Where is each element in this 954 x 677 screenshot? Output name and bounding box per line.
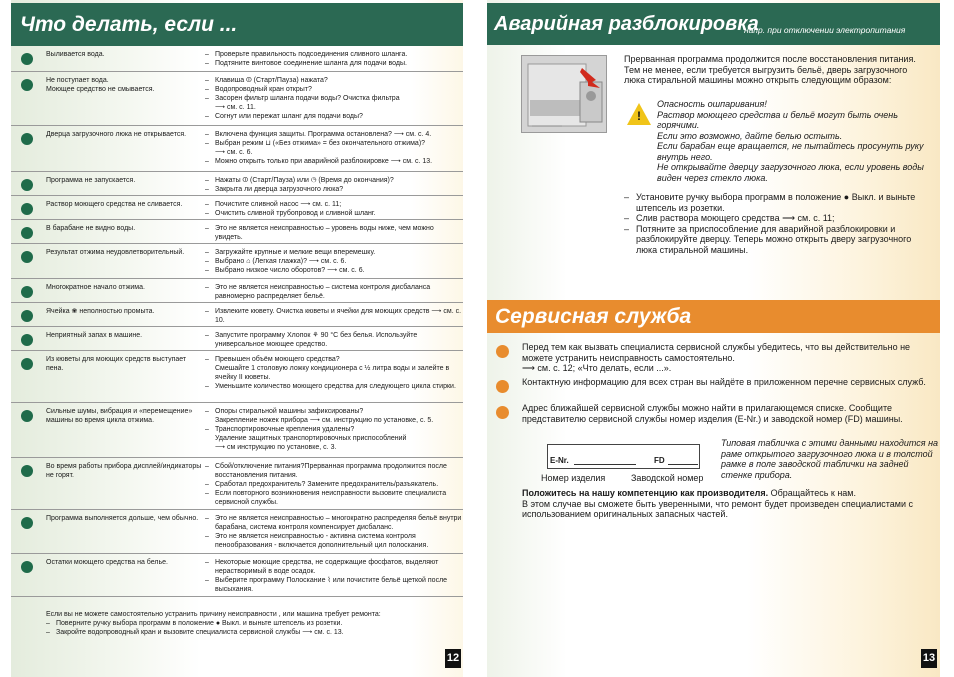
- row-actions: [205, 283, 463, 301]
- row-action: – Выбран режим ⊔ («Без отжима» = без окончательного отжима)? ⟶ см. с. 6.: [205, 140, 426, 156]
- row-action: – Сработал предохранитель? Замените предохранитель/разъякатель.: [205, 481, 439, 488]
- table-row: [11, 244, 463, 279]
- table-row: [11, 351, 463, 403]
- bullet-icon: [21, 286, 33, 298]
- row-actions: [205, 331, 463, 349]
- bullet-icon: [21, 251, 33, 263]
- row-action: – Засорен фильтр шланга подачи воды? Очистка фильтра ⟶ см. с. 11.: [205, 95, 400, 111]
- row-actions: [205, 407, 463, 452]
- row-cause: Во время работы прибора дисплей/индикаторы не горят.: [46, 463, 202, 479]
- bullet-icon: [21, 203, 33, 215]
- bullet-icon: [21, 358, 33, 370]
- emergency-intro: Прерванная программа продолжится после восстановления питания. Тем не менее, если требуется выгрузить бельё, дверь загрузочного люка стиральной машины можно открыть следующим образом:: [624, 54, 916, 85]
- table-row: [11, 303, 463, 327]
- troubleshooting-table: [11, 46, 463, 597]
- row-action: – Запустите программу Хлопок ⚘ 90 °C без белья. Используйте универсальное моющее средство.: [205, 332, 418, 348]
- service-para: Перед тем как вызвать специалиста сервисной службы убедитесь, что вы действительно не можете устранить неисправность самостоятельно. ⟶ см. с. 12; «Что делать, если ...».: [522, 342, 911, 373]
- emergency-title: Аварийная разблокировка: [494, 13, 759, 35]
- row-actions: [205, 514, 463, 550]
- row-action: – Почистите сливной насос ⟶ см. с. 11;: [205, 201, 342, 208]
- plate-label-serial: Заводской номер: [631, 473, 704, 483]
- row-cause: Дверца загрузочного люка не открывается.: [46, 131, 187, 138]
- table-row: [11, 46, 463, 72]
- row-action: – Извлеките кювету. Очистка кюветы и ячейки для моющих средств ⟶ см. с. 10.: [205, 308, 462, 324]
- table-row: [11, 403, 463, 458]
- warning-text: Опасность ошпаривания! Раствор моющего средства и бельё могут быть очень горячими. Если это возможно, дайте белью остыть. Если барабан еще вращается, не пытайтесь просунуть руку внутрь него. Не открывайте дверцу загрузочного люка, если уровень воды виден через стекло люка.: [657, 99, 924, 183]
- row-cause: Программа не запускается.: [46, 177, 136, 184]
- row-actions: [205, 224, 463, 242]
- bullet-icon: [21, 334, 33, 346]
- step-item: – Потяните за приспособление для аварийной разблокировки и разблокируйте дверцу. Теперь можно открыть дверу загрузочного люка стиральной машины.: [624, 223, 912, 255]
- row-action: – Выбрано низкое число оборотов? ⟶ см. с. 6.: [205, 267, 365, 274]
- row-cause: Остатки моющего средства на белье.: [46, 559, 168, 566]
- table-row: [11, 220, 463, 244]
- row-actions: [205, 248, 463, 275]
- row-actions: [205, 462, 463, 507]
- table-row: [11, 327, 463, 351]
- bullet-icon: [21, 179, 33, 191]
- row-action: – Загружайте крупные и мелкие вещи вперемешку.: [205, 249, 376, 256]
- row-action: – Согнут или пережат шланг для подачи воды?: [205, 113, 363, 120]
- bullet-icon: [21, 561, 33, 573]
- service-para: Контактную информацию для всех стран вы найдёте в приложенном перечне сервисных служб.: [522, 377, 926, 387]
- plate-fd: FD: [654, 456, 665, 465]
- row-action: – Закрыта ли дверца загрузочного люка?: [205, 186, 344, 193]
- row-actions: [205, 558, 463, 594]
- row-action: – Можно открыть только при аварийной разблокировке ⟶ см. с. 13.: [205, 158, 433, 165]
- row-cause: Не поступает вода. Моющее средство не смывается.: [46, 77, 155, 93]
- type-plate: [547, 444, 700, 469]
- bullet-icon: [496, 380, 509, 393]
- bullet-icon: [21, 227, 33, 239]
- row-action: – Нажаты ⏼ (Старт/Пауза) или ◷ (Время до окончания)?: [205, 177, 394, 184]
- page-12: [11, 0, 463, 677]
- exclamation-icon: !: [637, 109, 641, 123]
- row-action: – Уменьшите количество моющего средства для следующего цикла стирки.: [205, 383, 456, 390]
- bullet-icon: [21, 133, 33, 145]
- row-actions: [205, 50, 463, 68]
- step-item: – Слив раствора моющего средства ⟶ см. с. 11;: [624, 213, 835, 223]
- row-action: – Это не является неисправностью – уровень воды ниже, чем можно увидеть.: [205, 225, 434, 241]
- row-action: – Некоторые моющие средства, не содержащие фосфатов, выделяют нерастворимый в воде осадок.: [205, 559, 439, 575]
- plate-label-model: Номер изделия: [541, 473, 606, 483]
- row-cause: Выливается вода.: [46, 51, 105, 58]
- row-action: – Это не является неисправностью – многократно распределяя бельё внутри барабана, система контроля компенсирует дисбаланс.: [205, 515, 462, 531]
- page-title-troubleshooting: Что делать, если ...: [11, 3, 463, 46]
- row-cause: Из кюветы для моющих средств выступает пена.: [46, 356, 187, 372]
- row-cause: Результат отжима неудовлетворительный.: [46, 249, 185, 256]
- bullet-icon: [21, 410, 33, 422]
- row-action: – Опоры стиральной машины зафиксированы? Закрепление ножек прибора ⟶ см. инструкцию по установке, с. 5.: [205, 408, 434, 424]
- bullet-icon: [496, 345, 509, 358]
- bullet-icon: [21, 53, 33, 65]
- row-actions: [205, 200, 463, 218]
- row-actions: [205, 307, 463, 325]
- bottom-intro: Если вы не можете самостоятельно устранить причину неисправности , или машина требует ремонта:: [46, 611, 381, 618]
- row-cause: Раствор моющего средства не сливается.: [46, 201, 183, 208]
- page-number: 13: [921, 649, 937, 668]
- row-action: – Подтяните винтовое соединение шланга для подачи воды.: [205, 60, 407, 67]
- table-row: [11, 279, 463, 303]
- emergency-steps: [624, 192, 924, 255]
- bullet-icon: [21, 517, 33, 529]
- row-action: – Превышен объём моющего средства? Смешайте 1 столовую ложку кондиционера с ½ литра воды и залейте в ячейку II кюветы.: [205, 356, 450, 381]
- service-title: Сервисная служба: [487, 300, 940, 333]
- bullet-icon: [21, 79, 33, 91]
- row-cause: Сильные шумы, вибрация и «перемещение» машины во время цикла отжима.: [46, 408, 193, 424]
- row-action: – Выбрано ⌂ (Легкая глажка)? ⟶ см. с. 6.: [205, 258, 347, 265]
- row-action: – Очистить сливной трубопровод и сливной шланг.: [205, 210, 376, 217]
- row-cause: Многократное начало отжима.: [46, 284, 145, 291]
- row-action: – Водопроводный кран открыт?: [205, 86, 312, 93]
- table-row: [11, 172, 463, 196]
- table-row: [11, 458, 463, 510]
- row-cause: Неприятный запах в машине.: [46, 332, 143, 339]
- row-action: – Транспортировочные крепления удалены? Удаление защитных транспортировочных приспособлений ⟶ см инструкцию по установке, с. 3.: [205, 426, 407, 451]
- row-cause: Программа выполняется дольше, чем обычно.: [46, 515, 199, 522]
- table-row: [11, 126, 463, 172]
- plate-note: Типовая табличка с этими данными находится на раме открытого загрузочного люка и в толстой рамке в поле заводской таблички на задней стенке прибора.: [721, 438, 939, 480]
- row-action: – Клавиша ⏼ (Старт/Пауза) нажата?: [205, 77, 328, 84]
- bullet-icon: [21, 465, 33, 477]
- row-action: – Сбой/отключение питания?Прерванная программа продолжится после восстановления питания.: [205, 463, 447, 479]
- emergency-release-illustration: [521, 55, 607, 133]
- bullet-icon: [21, 310, 33, 322]
- table-row: [11, 510, 463, 554]
- table-row: [11, 72, 463, 126]
- row-actions: [205, 355, 463, 391]
- row-action: – Включена функция защиты. Программа остановлена? ⟶ см. с. 4.: [205, 131, 432, 138]
- page-13: [487, 0, 940, 677]
- table-row: [11, 554, 463, 597]
- row-cause: В барабане не видно воды.: [46, 225, 136, 232]
- bottom-note: [46, 610, 461, 637]
- closing-text: Положитесь на нашу компетенцию как производителя. Обращайтесь к нам. В этом случае вы сможете быть уверенными, что ремонт будет произведен специалистами с использованием оригинальных запасных частей.: [522, 488, 914, 519]
- row-actions: [205, 76, 463, 121]
- row-cause: Ячейка ❀ неполностью промыта.: [46, 308, 155, 315]
- row-actions: [205, 130, 463, 166]
- row-actions: [205, 176, 463, 194]
- row-action: – Это не является неисправностью – система контроля дисбаланса равномерно распределяет бельё.: [205, 284, 431, 300]
- page-number: 12: [445, 649, 461, 668]
- step-item: – Установите ручку выбора программ в положение ● Выкл. и выньте штепсель из розетки.: [624, 192, 916, 213]
- bullet-icon: [496, 406, 509, 419]
- table-row: [11, 196, 463, 220]
- bottom-item: – Закройте водопроводный кран и вызовите специалиста сервисной службы ⟶ см. с. 13.: [46, 629, 344, 636]
- emergency-header: [487, 3, 940, 45]
- service-para: Адрес ближайшей сервисной службы можно найти в прилагающемся списке. Сообщите представителю сервисной службы номер изделия (E-Nr.) и заводской номер (FD) машины.: [522, 403, 903, 424]
- bottom-item: – Поверните ручку выбора программ в положение ● Выкл. и выньте штепсель из розетки.: [46, 620, 343, 627]
- row-action: – Проверьте правильность подсоединения сливного шланга.: [205, 51, 408, 58]
- page-gutter: [463, 0, 487, 677]
- row-action: – Выберите программу Полоскание ⌇ или почистите бельё щеткой после высыхания.: [205, 577, 448, 593]
- row-action: – Это не является неисправностью - активна система контроля пенообразования - включается дополнительный цил полоскания.: [205, 533, 429, 549]
- plate-enr: E-Nr.: [550, 456, 569, 465]
- emergency-subtitle: напр. при отключении электропитания: [744, 25, 906, 35]
- row-action: – Если повторного возникновения неисправности вызовите специалиста сервисной службы.: [205, 490, 447, 506]
